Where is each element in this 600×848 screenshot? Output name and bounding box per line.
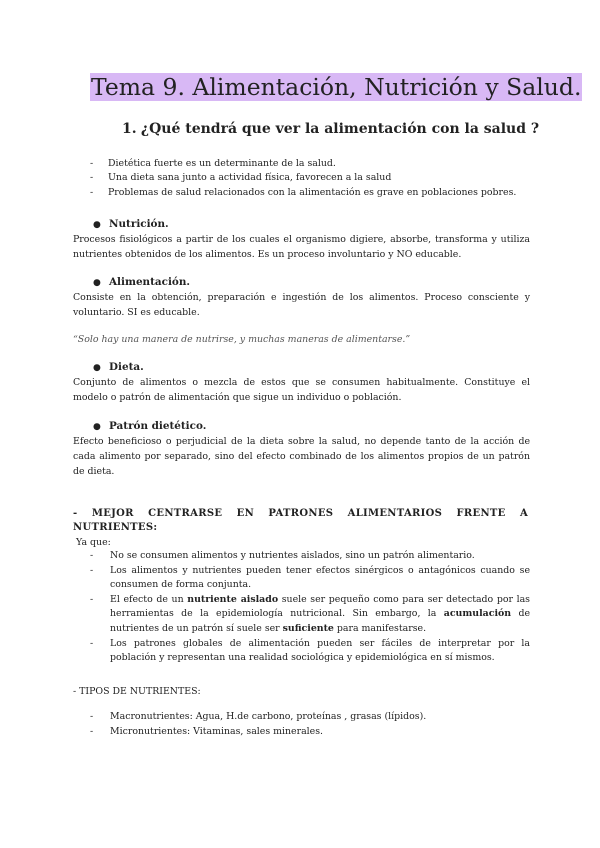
heading-dieta: ● Dieta. xyxy=(93,361,144,373)
question-number: 1. xyxy=(122,121,137,137)
heading-nutricion: ● Nutrición. xyxy=(93,218,169,230)
list-item: - El efecto de un nutriente aislado suele ser pequeño como para ser detectado por las herramientas de la epidemiología nutricional. Sin embargo, la acumulación de nutrientes de un patrón sí suele ser suficiente para manifestarse. xyxy=(90,593,530,637)
question-text: ¿Qué tendrá que ver la alimentación con la salud ? xyxy=(140,121,540,137)
section-heading-tipos: - TIPOS DE NUTRIENTES: xyxy=(73,686,201,697)
paragraph-nutricion: Procesos fisiológicos a partir de los cuales el organismo digiere, absorbe, transforma y utiliza nutrientes obtenidos de los alimentos. Es un proceso involuntario y NO educable. xyxy=(73,234,530,260)
heading-patron: ● Patrón dietético. xyxy=(93,420,207,432)
tipos-list xyxy=(90,710,530,739)
list-item: - Los patrones globales de alimentación pueden ser fáciles de interpretar por la población y representan una realidad sociológica y epidemiológica en sí mismos. xyxy=(90,637,530,666)
list-item: - Micronutrientes: Vitaminas, sales minerales. xyxy=(90,725,530,740)
question-heading xyxy=(122,120,539,138)
list-item: - Macronutrientes: Agua, H.de carbono, proteínas , grasas (lípidos). xyxy=(90,710,530,725)
paragraph-patron: Efecto beneficioso o perjudicial de la dieta sobre la salud, no depende tanto de la acción de cada alimento por separado, sino del efecto combinado de los alimentos propios de un patrón de dieta. xyxy=(73,436,530,477)
reasons-list xyxy=(90,549,530,666)
list-item: - Problemas de salud relacionados con la alimentación es grave en poblaciones pobres. xyxy=(90,186,516,200)
bullet-icon: ● xyxy=(93,278,101,288)
intro-list xyxy=(90,157,516,200)
bullet-icon: ● xyxy=(93,363,101,373)
list-item: - Dietética fuerte es un determinante de la salud. xyxy=(90,157,516,171)
bullet-icon: ● xyxy=(93,422,101,432)
paragraph-alimentacion: Consiste en la obtención, preparación e ingestión de los alimentos. Proceso consciente y voluntario. SI es educable. xyxy=(73,292,530,318)
quote: “Solo hay una manera de nutrirse, y muchas maneras de alimentarse.” xyxy=(73,334,411,345)
page-title: Tema 9. Alimentación, Nutrición y Salud. xyxy=(91,73,582,101)
section-heading-patrones: - MEJOR CENTRARSE EN PATRONES ALIMENTARIOS FRENTE A NUTRIENTES: xyxy=(73,508,528,533)
heading-alimentacion: ● Alimentación. xyxy=(93,276,191,288)
list-item: - Los alimentos y nutrientes pueden tener efectos sinérgicos o antagónicos cuando se consumen de forma conjunta. xyxy=(90,564,530,593)
paragraph-dieta: Conjunto de alimentos o mezcla de estos que se consumen habitualmente. Constituye el modelo o patrón de alimentación que sigue un individuo o población. xyxy=(73,377,530,403)
list-item: - No se consumen alimentos y nutrientes aislados, sino un patrón alimentario. xyxy=(90,549,530,564)
list-item: - Una dieta sana junto a actividad física, favorecen a la salud xyxy=(90,171,516,185)
bullet-icon: ● xyxy=(93,220,101,230)
ya-que-label: Ya que: xyxy=(76,537,111,548)
